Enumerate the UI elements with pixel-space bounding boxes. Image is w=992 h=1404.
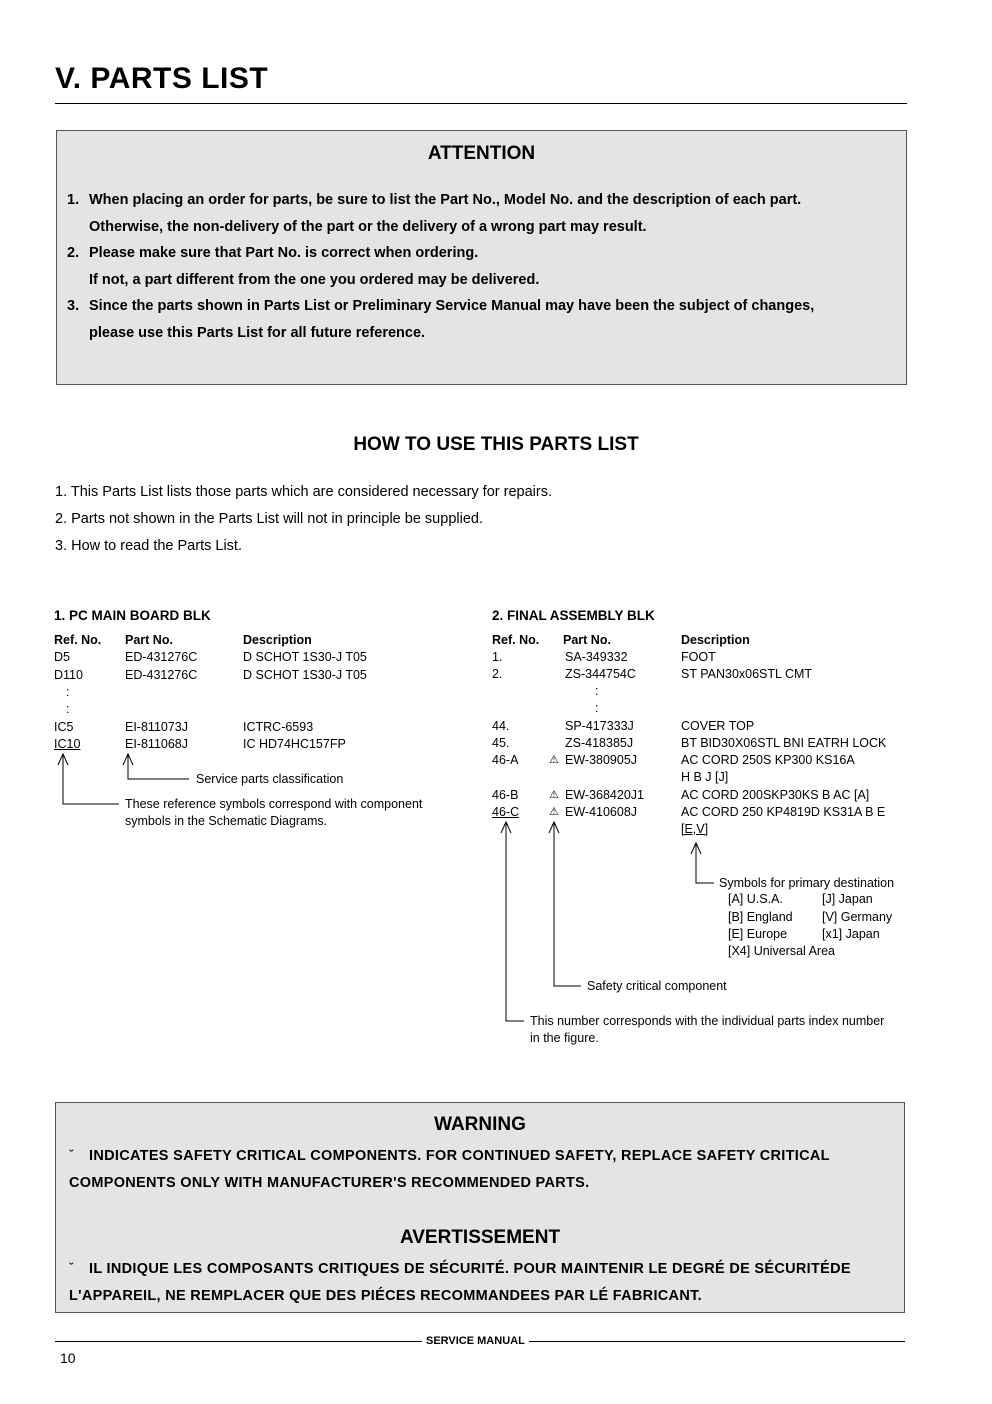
- warning-box: [55, 1102, 905, 1313]
- how-to-heading: HOW TO USE THIS PARTS LIST: [353, 434, 639, 455]
- part-no: SA-349332: [565, 650, 628, 664]
- col-part-no: Part No.: [125, 633, 173, 647]
- ellipsis-mark: :: [595, 701, 599, 715]
- col-description: Description: [243, 633, 312, 647]
- note-index-number: This number corresponds with the individual parts index number: [530, 1014, 885, 1028]
- note-safety-critical: Safety critical component: [587, 979, 727, 993]
- note-destination-symbols: Symbols for primary destination: [719, 876, 895, 890]
- destination-item: [A] U.S.A.: [728, 892, 783, 906]
- ref-no: 46-C: [492, 805, 520, 819]
- warning-line-2: COMPONENTS ONLY WITH MANUFACTURER'S RECOMMENDED PARTS.: [69, 1175, 590, 1191]
- how-to-item: 3. How to read the Parts List.: [55, 538, 242, 554]
- ref-no: D5: [54, 650, 70, 664]
- avertissement-text: [69, 1261, 851, 1277]
- description: ST PAN30x06STL CMT: [681, 667, 813, 681]
- warning-heading: WARNING: [434, 1114, 526, 1135]
- note-index-number-cont: in the figure.: [530, 1031, 599, 1045]
- destination-item: [E] Europe: [728, 927, 788, 941]
- how-to-item: 2. Parts not shown in the Parts List will not in principle be supplied.: [55, 511, 483, 527]
- safety-warning-icon: ⚠: [549, 806, 559, 818]
- safety-mark-icon: ˇ: [69, 1148, 75, 1164]
- destination-item: [V] Germany: [822, 910, 893, 924]
- safety-warning-icon: ⚠: [549, 754, 559, 766]
- item-number: 2.: [67, 245, 80, 261]
- description: COVER TOP: [681, 719, 755, 733]
- destination-item: [J] Japan: [822, 892, 873, 906]
- safety-warning-icon: ⚠: [549, 789, 559, 801]
- warning-text: [69, 1148, 830, 1164]
- col-part-no: Part No.: [563, 633, 611, 647]
- part-no: EW-380905J: [565, 753, 638, 767]
- item-text: Please make sure that Part No. is correct when ordering.: [89, 245, 479, 261]
- part-no: EW-368420J1: [565, 788, 644, 802]
- col-description: Description: [681, 633, 750, 647]
- footer-label: SERVICE MANUAL: [422, 1335, 529, 1347]
- part-no: EI-811073J: [125, 720, 189, 734]
- item-text-continued: please use this Parts List for all future reference.: [89, 325, 426, 341]
- example2-heading: 2. FINAL ASSEMBLY BLK: [492, 608, 655, 623]
- ref-no: 46-A: [492, 753, 519, 767]
- ref-no: 46-B: [492, 788, 519, 802]
- description: BT BID30X06STL BNI EATRH LOCK: [681, 736, 887, 750]
- description: D SCHOT 1S30-J T05: [243, 650, 367, 664]
- col-ref-no: Ref. No.: [492, 633, 540, 647]
- description: FOOT: [681, 650, 716, 664]
- item-number: 3.: [67, 298, 80, 314]
- attention-heading: ATTENTION: [427, 143, 536, 164]
- note-service-classification: Service parts classification: [196, 772, 344, 786]
- note-reference-symbols: These reference symbols correspond with component: [125, 797, 423, 811]
- description: IC HD74HC157FP: [243, 737, 346, 751]
- page-title: V. PARTS LIST: [55, 62, 269, 95]
- item-text: When placing an order for parts, be sure to list the Part No., Model No. and the description of each part.: [89, 192, 802, 208]
- destination-item: [X4] Universal Area: [728, 944, 835, 958]
- safety-mark-icon: ˇ: [69, 1261, 75, 1277]
- destination-code: [E,V]: [681, 822, 709, 836]
- destination-item: [B] England: [728, 910, 793, 924]
- part-no: ZS-344754C: [565, 667, 636, 681]
- ref-no: IC5: [54, 720, 74, 734]
- how-to-item: 1. This Parts List lists those parts which are considered necessary for repairs.: [55, 484, 552, 500]
- part-no: SP-417333J: [565, 719, 634, 733]
- description: ICTRC-6593: [243, 720, 314, 734]
- description: AC CORD 250S KP300 KS16A: [681, 753, 855, 767]
- ref-no: 1.: [492, 650, 503, 664]
- ellipsis-mark: :: [595, 684, 599, 698]
- note-reference-symbols-cont: symbols in the Schematic Diagrams.: [125, 814, 328, 828]
- description-continued: H B J [J]: [681, 770, 729, 784]
- item-number: 1.: [67, 192, 80, 208]
- destination-item: [x1] Japan: [822, 927, 880, 941]
- part-no: EW-410608J: [565, 805, 638, 819]
- item-text-continued: Otherwise, the non-delivery of the part or the delivery of a wrong part may result.: [89, 219, 647, 235]
- avertissement-line-2: L'APPAREIL, NE REMPLACER QUE DES PIÉCES RECOMMANDEES PAR LÉ FABRICANT.: [69, 1288, 702, 1304]
- ref-no: 45.: [492, 736, 510, 750]
- avertissement-line-1: IL INDIQUE LES COMPOSANTS CRITIQUES DE SÉCURITÉ. POUR MAINTENIR LE DEGRÉ DE SÉCURITÉDE: [89, 1261, 851, 1277]
- item-text-continued: If not, a part different from the one you ordered may be delivered.: [89, 272, 540, 288]
- ellipsis-mark: :: [66, 702, 70, 716]
- item-text: Since the parts shown in Parts List or Preliminary Service Manual may have been the subject of changes,: [89, 298, 815, 314]
- description: AC CORD 200SKP30KS B AC [A]: [681, 788, 870, 802]
- ref-no: D110: [54, 668, 83, 682]
- part-no: ZS-418385J: [565, 736, 634, 750]
- description: AC CORD 250 KP4819D KS31A B E: [681, 805, 886, 819]
- ellipsis-mark: :: [66, 685, 70, 699]
- description: D SCHOT 1S30-J T05: [243, 668, 367, 682]
- example1-heading: 1. PC MAIN BOARD BLK: [54, 608, 211, 623]
- part-no: ED-431276C: [125, 668, 198, 682]
- col-ref-no: Ref. No.: [54, 633, 102, 647]
- part-no: ED-431276C: [125, 650, 198, 664]
- ref-no: 2.: [492, 667, 503, 681]
- ref-no: IC10: [54, 737, 81, 751]
- part-no: EI-811068J: [125, 737, 189, 751]
- ref-no: 44.: [492, 719, 510, 733]
- page-number: 10: [60, 1350, 76, 1366]
- avertissement-heading: AVERTISSEMENT: [399, 1227, 561, 1248]
- warning-line-1: INDICATES SAFETY CRITICAL COMPONENTS. FOR CONTINUED SAFETY, REPLACE SAFETY CRITICAL: [89, 1148, 830, 1164]
